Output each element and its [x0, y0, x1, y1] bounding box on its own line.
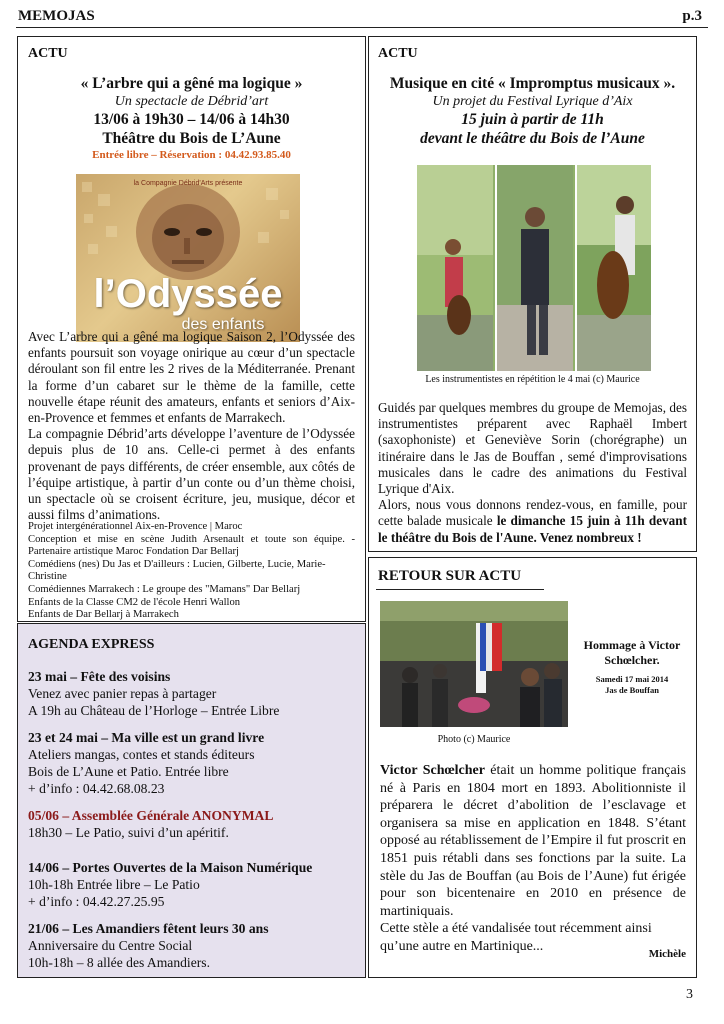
actu-spectacle-box: [17, 36, 366, 622]
agenda-item: [28, 729, 357, 797]
actu-musique-box: [368, 36, 697, 552]
agenda-item-title: 05/06 – Assemblée Générale ANONYMAL: [28, 808, 274, 823]
agenda-item-line: + d’info : 04.42.68.08.23: [28, 781, 165, 796]
musique-place: devant le théâtre du Bois de l’Aune: [420, 130, 645, 147]
show-venue: Théâtre du Bois de L’Aune: [102, 130, 281, 147]
hommage-place: Jas de Bouffan: [605, 685, 659, 695]
agenda-item-line: 10h-18h Entrée libre – Le Patio: [28, 877, 200, 892]
musique-date: 15 juin à partir de 11h: [461, 111, 604, 128]
poster-company: la Compagnie Débrid'Arts présente: [133, 180, 243, 187]
agenda-item-line: Anniversaire du Centre Social: [28, 938, 193, 953]
hommage-title: Hommage à Victor Schœlcher.: [583, 638, 681, 667]
agenda-item-title: 14/06 – Portes Ouvertes de la Maison Numérique: [28, 860, 313, 875]
spectacle-paragraph-1: Avec L’arbre qui a gêné ma logique Saison 2, l’Odyssée des enfants poursuit son voyage onirique au cœur d’un spectacle déroulant son fil entre les 2 rives de la Méditerranée. Prenant la forme d’un cabaret sur le thème de la famille, cette nouvelle étape réunit des amateurs, enfants et seniors d’Aix-en-Provence et femmes et enfants de Marrakech.: [28, 329, 355, 426]
poster-title: l’Odyssée: [93, 272, 283, 316]
musique-photo-caption: Les instrumentistes en répétition le 4 mai (c) Maurice: [425, 374, 640, 385]
author-signature: Michèle: [648, 948, 686, 960]
retour-sur-actu-box: [368, 557, 697, 978]
credit-line: Projet intergénérationnel Aix-en-Provence | Maroc: [28, 521, 243, 532]
hommage-date: Samedi 17 mai 2014: [595, 674, 669, 684]
show-dates: 13/06 à 19h30 – 14/06 à 14h30: [93, 111, 290, 128]
section-title: ACTU: [378, 46, 418, 61]
section-title: ACTU: [28, 46, 68, 61]
credit-line: Conception et mise en scène Judith Arsenault et toute son équipe. - Partenaire artistique Maroc Fondation Dar Bellarj: [28, 533, 355, 558]
spectacle-paragraph-2: La compagnie Débrid’arts développe l’aventure de l’Odyssée depuis plus de 10 ans. Celle-ci permet à des enfants provenant de pays différents, de créer ensemble, aux côtés de l’équipe artistique, à partir d’un conte ou d’un thème choisi, un spectacle où se croisent écriture, jeu, musique, décor et aussi films d’animations.: [28, 426, 355, 523]
agenda-item: [28, 920, 357, 971]
credit-line: Enfants de Dar Bellarj à Marrakech: [28, 609, 179, 621]
show-title: « L’arbre qui a gêné ma logique »: [80, 75, 303, 92]
musique-subtitle: Un projet du Festival Lyrique d’Aix: [432, 94, 633, 109]
agenda-item: [28, 859, 357, 910]
agenda-item-line: Ateliers mangas, contes et stands éditeurs: [28, 747, 255, 762]
poster-subtitle: des enfants: [181, 316, 265, 333]
credit-line: Comédiennes Marrakech : Le groupe des "Mamans" Dar Bellarj: [28, 583, 301, 595]
agenda-item-line: 10h-18h – 8 allée des Amandiers.: [28, 955, 210, 970]
agenda-item-line: Bois de L’Aune et Patio. Entrée libre: [28, 764, 229, 779]
credit-line: Comédiens (nes) Du Jas et D'ailleurs : Lucien, Gilberte, Lucie, Marie-Christine: [28, 558, 326, 583]
agenda-item-title: 23 et 24 mai – Ma ville est un grand livre: [28, 730, 265, 745]
odyssee-poster-image: [76, 174, 300, 342]
musique-paragraph-1: Guidés par quelques membres du groupe de Memojas, des instrumentistes préparent avec Raphaël Imbert (saxophoniste) et Geneviève Sorin (chorégraphe) un itinéraire dans le Jas de Bouffan , semé d'improvisations musicales dans le cadre des animations du Festival Lyrique d'Aix.: [378, 400, 687, 497]
show-subtitle: Un spectacle de Débrid’art: [114, 94, 269, 109]
agenda-item-title: 21/06 – Les Amandiers fêtent leurs 30 ans: [28, 921, 269, 936]
schoelcher-paragraph-2: Cette stèle a été vandalisée tout récemment ainsi qu’une autre en Martinique...: [380, 921, 652, 954]
agenda-item: [28, 807, 357, 841]
agenda-item-line: Venez avec panier repas à partager: [28, 686, 217, 701]
page-label: p.3: [682, 8, 702, 24]
schoelcher-name: Victor Schœlcher: [380, 763, 485, 778]
section-title: RETOUR SUR ACTU: [378, 568, 522, 584]
page-number: 3: [686, 987, 693, 1002]
header-rule: [16, 27, 708, 28]
musique-paragraph-2-bold: le dimanche 15 juin à 11h devant le théâtre du Bois de l'Aune. Venez nombreux !: [378, 513, 687, 545]
newsletter-title: MEMOJAS: [18, 8, 95, 24]
agenda-item: [28, 668, 357, 719]
schoelcher-paragraph-1: était un homme politique français né à Paris en 1804 mort en 1893. Abolitionniste il préparera le décret d’abolition de l’esclavage et organisera sa mise en application en 1848. S’étant opposé au rétablissement de l’Empire il fut proscrit en 1851 puis rétabli dans ses fonctions par la suite. La stèle du Jas de Bouffan (au Bois de l’Aune) fut érigée pour son bicentenaire en 2010 en présence de martiniquais.: [380, 763, 687, 919]
musique-title: Musique en cité « Impromptus musicaux ».: [389, 75, 676, 92]
section-underline: [376, 589, 544, 590]
section-title: AGENDA EXPRESS: [28, 637, 155, 652]
agenda-item-line: + d’info : 04.42.27.25.95: [28, 894, 165, 909]
agenda-item-line: 18h30 – Le Patio, suivi d’un apéritif.: [28, 825, 229, 840]
entry-info: Entrée libre – Réservation : 04.42.93.85.40: [92, 149, 291, 161]
agenda-express-box: [17, 623, 366, 978]
agenda-item-title: 23 mai – Fête des voisins: [28, 669, 171, 684]
hommage-photo-caption: Photo (c) Maurice: [437, 734, 511, 745]
hommage-photo: [380, 601, 568, 727]
musique-paragraph-2-start: Alors, nous vous donnons rendez-vous, en famille, pour cette balade musicale: [378, 497, 687, 529]
musicians-photo: [417, 165, 651, 371]
credit-line: Enfants de la Classe CM2 de l'école Henri Wallon: [28, 596, 241, 608]
agenda-item-line: A 19h au Château de l’Horloge – Entrée Libre: [28, 703, 280, 718]
